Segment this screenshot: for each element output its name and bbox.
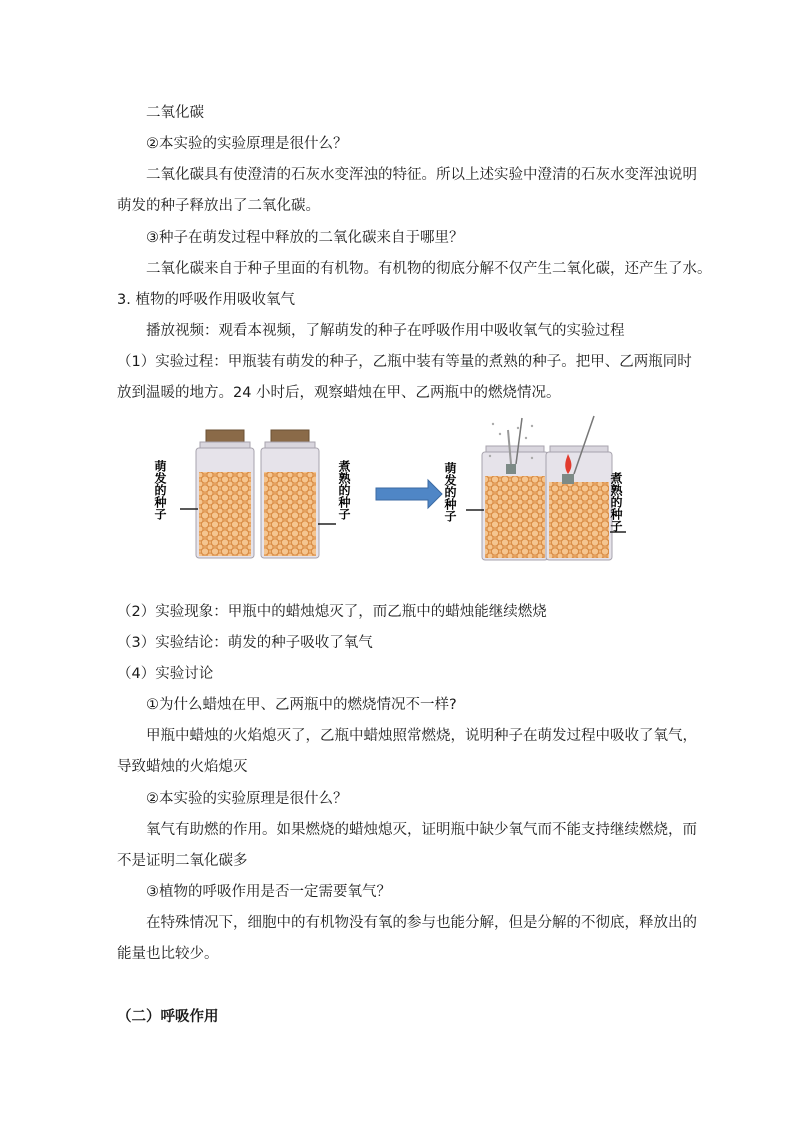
question-line: ③植物的呼吸作用是否一定需要氧气？ <box>146 884 391 900</box>
jar-boiled-before <box>261 430 319 558</box>
text-line: 放到温暖的地方。24 小时后，观察蜡烛在甲、乙两瓶中的燃烧情况。 <box>117 385 561 401</box>
text-line: （1）实验过程：甲瓶装有萌发的种子，乙瓶中装有等量的煮熟的种子。把甲、乙两瓶同时 <box>117 354 692 370</box>
text-line: （4）实验讨论 <box>117 666 214 682</box>
text-line: 导致蜡烛的火焰熄灭 <box>117 759 248 775</box>
label-germinating-left: 萌发的种子 <box>153 460 167 520</box>
text-line: 氧气有助燃的作用。如果燃烧的蜡烛熄灭，证明瓶中缺少氧气而不能支持继续燃烧，而 <box>146 822 697 838</box>
section-heading: （二）呼吸作用 <box>117 1009 219 1025</box>
section-heading: 3. 植物的呼吸作用吸收氧气 <box>117 292 295 308</box>
text-line: 播放视频：观看本视频，了解萌发的种子在呼吸作用中吸收氧气的实验过程 <box>146 323 625 339</box>
question-line: ②本实验的实验原理是很什么？ <box>146 136 348 152</box>
jar-germinating-after <box>482 418 548 560</box>
jar-germinating-before <box>196 430 254 558</box>
text-line: 在特殊情况下，细胞中的有机物没有氧的参与也能分解，但是分解的不彻底，释放出的 <box>146 915 697 931</box>
text-line: 能量也比较少。 <box>117 946 219 962</box>
arrow-icon <box>376 480 442 508</box>
text-line: 萌发的种子释放出了二氧化碳。 <box>117 198 320 214</box>
question-line: ③种子在萌发过程中释放的二氧化碳来自于哪里？ <box>146 230 464 246</box>
text-line: （3）实验结论：萌发的种子吸收了氧气 <box>117 635 373 651</box>
text-line: 不是证明二氧化碳多 <box>117 853 248 869</box>
experiment-figure <box>153 412 640 572</box>
label-germinating-right: 萌发的种子 <box>443 462 457 522</box>
label-boiled-right: 煮熟的种子 <box>609 472 623 532</box>
text-line: 二氧化碳来自于种子里面的有机物。有机物的彻底分解不仅产生二氧化碳，还产生了水。 <box>146 261 712 277</box>
question-line: ①为什么蜡烛在甲、乙两瓶中的燃烧情况不一样? <box>146 697 457 713</box>
text-line: 二氧化碳 <box>146 105 204 121</box>
jar-boiled-after <box>546 416 612 560</box>
text-line: 二氧化碳具有使澄清的石灰水变浑浊的特征。所以上述实验中澄清的石灰水变浑浊说明 <box>146 167 697 183</box>
text-line: （2）实验现象：甲瓶中的蜡烛熄灭了，而乙瓶中的蜡烛能继续燃烧 <box>117 604 547 620</box>
label-boiled-left: 煮熟的种子 <box>337 460 351 520</box>
question-line: ②本实验的实验原理是很什么？ <box>146 791 348 807</box>
text-line: 甲瓶中蜡烛的火焰熄灭了，乙瓶中蜡烛照常燃烧，说明种子在萌发过程中吸收了氧气， <box>146 728 697 744</box>
